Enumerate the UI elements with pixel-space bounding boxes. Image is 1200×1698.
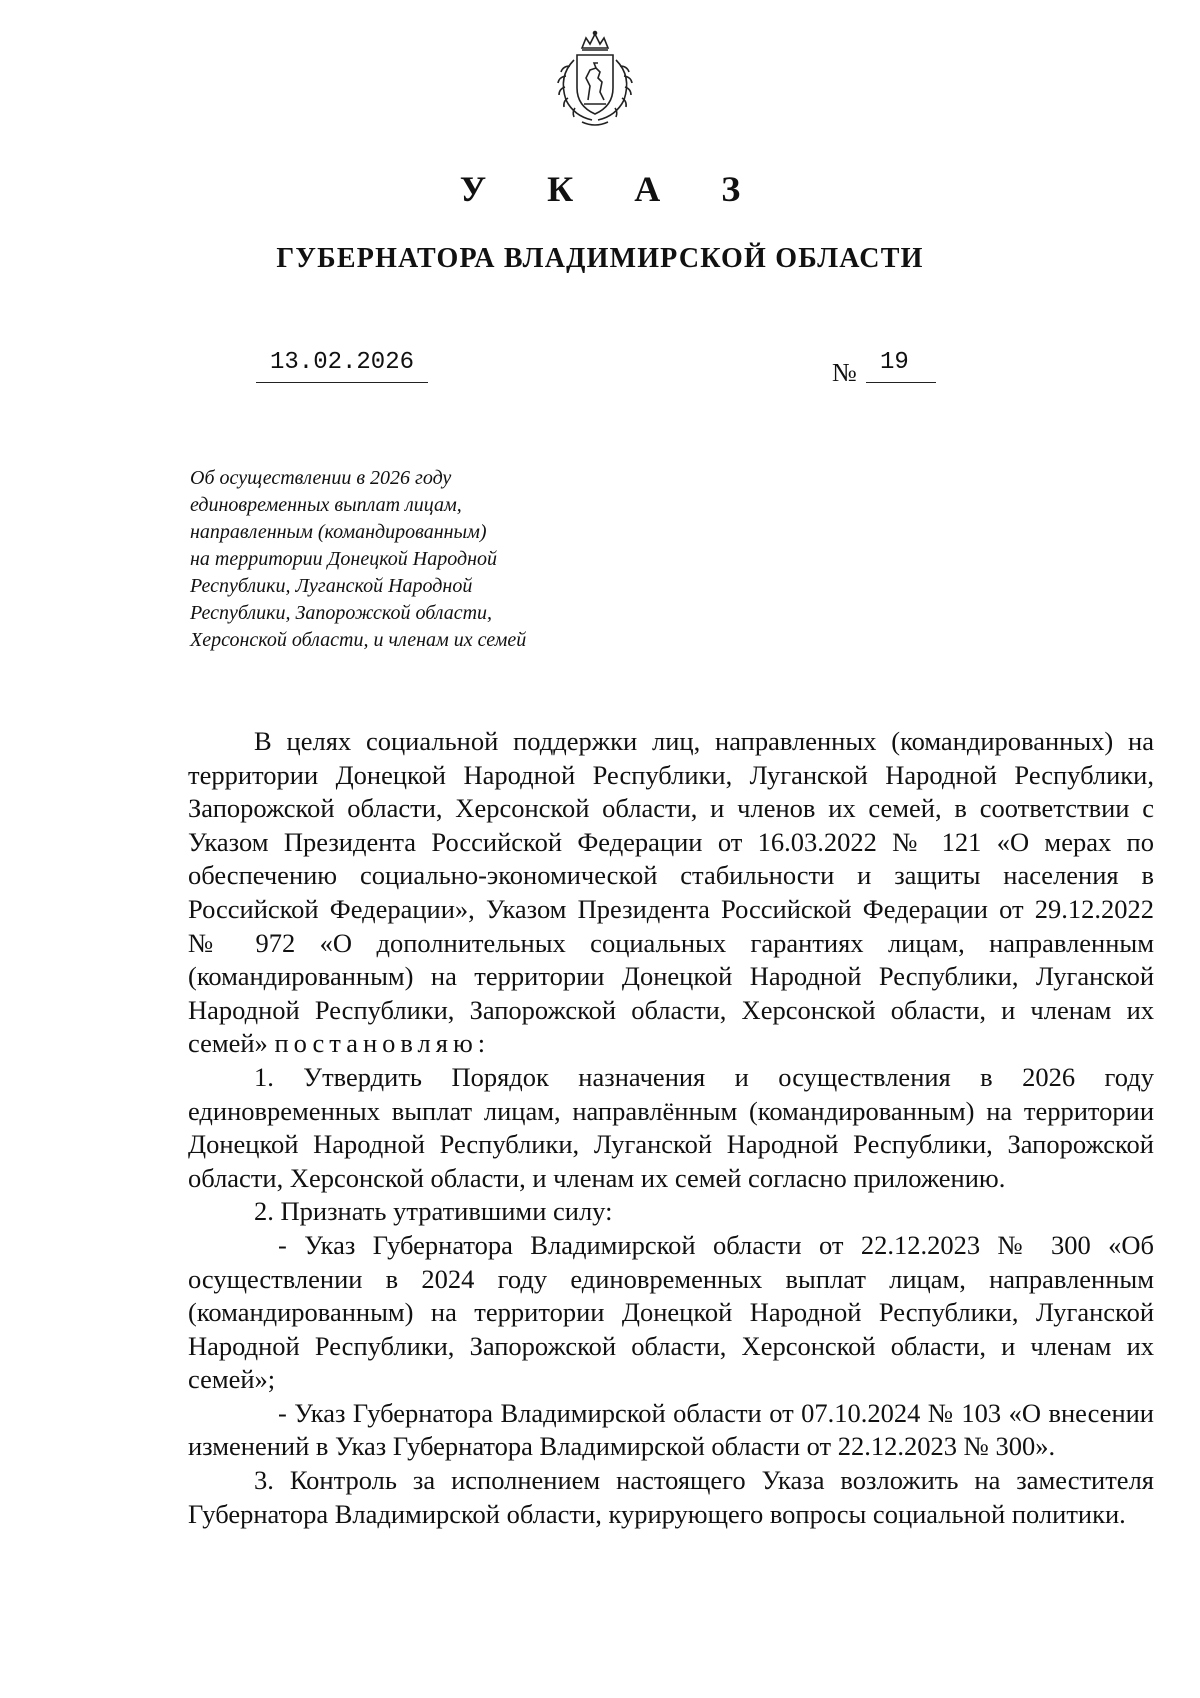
subject-line: единовременных выплат лицам, bbox=[190, 494, 462, 516]
item-2-sub-1: - Указ Губернатора Владимирской области от 22.12.2023 № 300 «Об осуществлении в 2024 году единовременных выплат лицам, направленным (командированным) на территории Донецкой Народной Республики, Луганской Народной Республики, Запорожской области, Херсонской области, и членам их семей»; bbox=[188, 1229, 1154, 1395]
document-type-heading: У К А З bbox=[459, 169, 767, 209]
item-2-sub-2: - Указ Губернатора Владимирской области от 07.10.2024 № 103 «О внесении изменений в Указ Губернатора Владимирской области от 22.12.2023 № 300». bbox=[188, 1397, 1154, 1462]
decree-subject bbox=[190, 465, 630, 654]
coat-of-arms-emblem bbox=[540, 30, 650, 130]
number-sign: № bbox=[832, 358, 857, 387]
preamble-text: В целях социальной поддержки лиц, направленных (командированных) на территории Донецкой Народной Республики, Луганской Народной Республики, Запорожской области, Херсонской области, и членов их семей, в соответствии с Указом Президента Российской Федерации от 16.03.2022 № 121 «О мерах по обеспечению социально-экономической стабильности и защиты населения в Российской Федерации», Указом Президента Российской Федерации от 29.12.2022 № 972 «О дополнительных социальных гарантиях лицам, направленным (командированным) на территории Донецкой Народной Республики, Луганской Народной Республики, Запорожской области, Херсонской области, и членам их семей» bbox=[188, 726, 1154, 1059]
decree-date: 13.02.2026 bbox=[256, 349, 428, 383]
subject-line: Об осуществлении в 2026 году bbox=[190, 467, 452, 489]
subject-line: Херсонской области, и членам их семей bbox=[190, 629, 527, 651]
subject-line: на территории Донецкой Народной bbox=[190, 548, 498, 570]
decree-body bbox=[188, 725, 1154, 1531]
preamble-paragraph bbox=[188, 725, 1154, 1061]
item-2: 2. Признать утратившими силу: bbox=[254, 1196, 613, 1227]
subject-line: Республики, Запорожской области, bbox=[190, 602, 493, 624]
item-1: 1. Утвердить Порядок назначения и осуществления в 2026 году единовременных выплат лицам, направлённым (командированным) на территории Донецкой Народной Республики, Луганской Народной Республики, Запорожской области, Херсонской области, и членам их семей согласно приложению. bbox=[188, 1061, 1154, 1193]
item-3: 3. Контроль за исполнением настоящего Указа возложить на заместителя Губернатора Владимирской области, курирующего вопросы социальной политики. bbox=[188, 1465, 1154, 1529]
subject-line: направленным (командированным) bbox=[190, 521, 487, 543]
subject-line: Республики, Луганской Народной bbox=[190, 575, 473, 597]
decree-number: 19 bbox=[866, 349, 936, 383]
issuer-heading: ГУБЕРНАТОРА ВЛАДИМИРСКОЙ ОБЛАСТИ bbox=[276, 243, 924, 274]
resolve-word: постановляю: bbox=[274, 1028, 491, 1059]
